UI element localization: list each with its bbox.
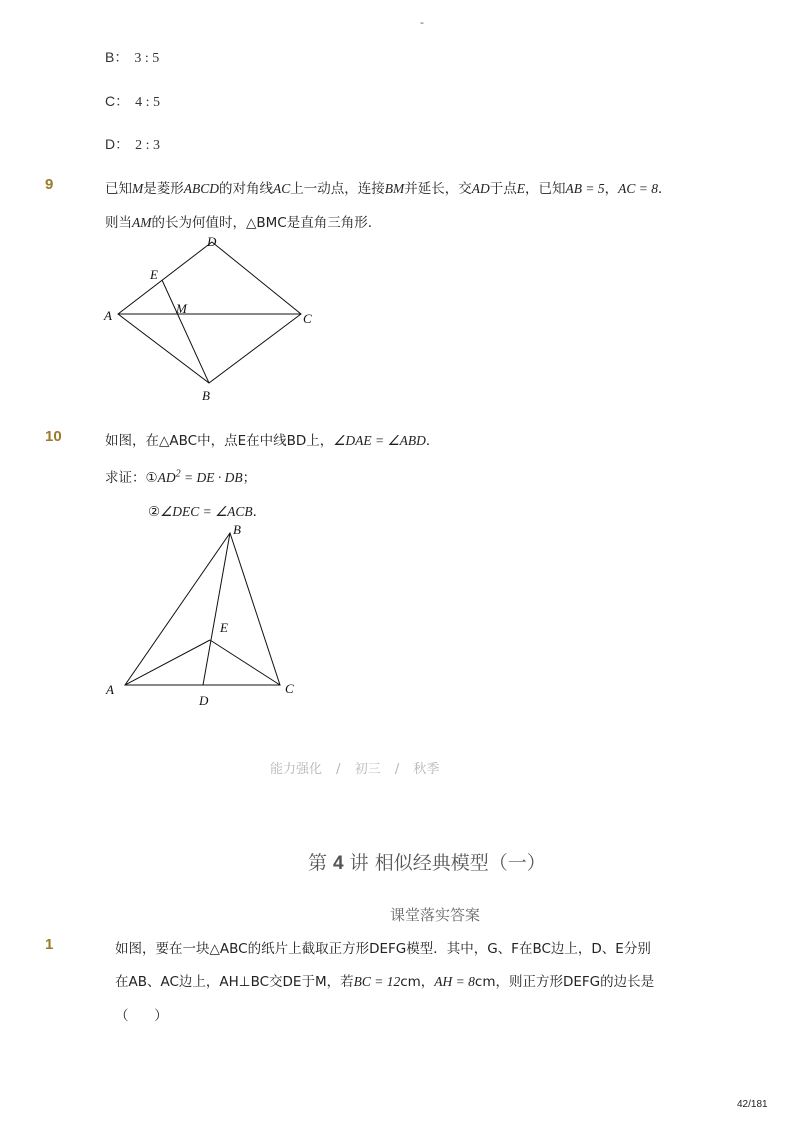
- math: AH = 8: [434, 974, 475, 989]
- point-label-b: B: [202, 388, 210, 403]
- segment-ec: [210, 640, 280, 685]
- option-value: 2 : 3: [135, 138, 161, 153]
- text: ，已知: [525, 181, 566, 197]
- option-value: 4 : 5: [135, 95, 161, 110]
- math: AB = 5: [565, 181, 605, 196]
- point-label-m: M: [176, 301, 187, 316]
- answer-1-line2: [115, 970, 654, 990]
- footer-separator: /: [394, 762, 400, 777]
- text: 的长为何值时，: [151, 215, 246, 231]
- text: △ABC中，点E在中线BD上，: [159, 433, 334, 449]
- math: ∠DEC = ∠ACB: [160, 504, 253, 519]
- lesson-number: 4: [333, 853, 344, 874]
- section-subtitle: 课堂落实答案: [390, 906, 481, 924]
- point-label-a: A: [104, 308, 112, 323]
- answer-1-blank: （ ）: [115, 1008, 168, 1024]
- text: 已知: [105, 181, 132, 197]
- text: 在AB、AC边上，AH⊥BC交DE于M，若: [115, 974, 354, 990]
- page-number: 42/181: [737, 1099, 768, 1110]
- text: 第: [308, 852, 334, 874]
- text: 是菱形: [143, 181, 184, 197]
- question-9-line1: [105, 177, 672, 197]
- segment-be: [162, 280, 209, 383]
- text: 如图，在: [105, 433, 159, 449]
- segment-ae: [125, 640, 210, 685]
- math: BC = 12: [353, 974, 401, 989]
- math: AD: [157, 470, 176, 485]
- option-c: [105, 91, 160, 111]
- question-10-line2: [105, 466, 256, 486]
- question-10-line1: [105, 429, 439, 449]
- option-label: C：: [105, 93, 130, 109]
- text: 的对角线: [219, 181, 273, 197]
- text: ．: [425, 433, 440, 449]
- text: ，: [604, 181, 619, 197]
- text: 并延长，交: [404, 181, 472, 197]
- text: ．: [658, 181, 672, 197]
- math: ∠DAE = ∠ABD: [333, 433, 426, 448]
- question-9-number: 9: [45, 176, 54, 193]
- math: ABCD: [183, 181, 219, 196]
- text: 求证：①: [105, 470, 158, 486]
- math: AM: [132, 215, 152, 230]
- option-d: [105, 134, 160, 154]
- footer-text: 能力强化: [270, 762, 323, 777]
- math: M: [132, 181, 144, 196]
- rhombus-figure: [95, 228, 335, 410]
- point-label-c: C: [285, 681, 294, 696]
- option-b: [105, 47, 159, 67]
- math: BM: [384, 181, 405, 196]
- point-label-c: C: [303, 311, 312, 326]
- math: E: [516, 181, 526, 196]
- text: ②: [148, 504, 161, 520]
- point-label-e: E: [220, 620, 228, 635]
- lesson-title: [308, 848, 546, 875]
- math: = DE · DB: [180, 470, 243, 485]
- text: ；: [242, 470, 257, 486]
- point-label-e: E: [150, 267, 158, 282]
- text: 于点: [489, 181, 517, 197]
- header-mark: -: [420, 16, 424, 29]
- text: cm，则正方形DEFG的边长是: [474, 974, 655, 990]
- option-value: 3 : 5: [134, 51, 160, 66]
- text: ．: [252, 504, 267, 520]
- triangle-figure: [95, 520, 315, 715]
- question-10-line3: [148, 500, 266, 520]
- option-label: D：: [105, 136, 130, 152]
- median-bd: [203, 533, 230, 685]
- page-footer: [270, 758, 439, 777]
- triangle-abc: [125, 533, 280, 685]
- text: 则当: [105, 215, 132, 231]
- answer-1-line1: 如图，要在一块△ABC的纸片上截取正方形DEFG模型．其中，G、F在BC边上，D、E分别: [115, 941, 651, 957]
- point-label-a: A: [106, 682, 114, 697]
- footer-text: 初三: [354, 762, 381, 777]
- text: △BMC是直角三角形.: [246, 215, 373, 231]
- text: 讲 相似经典模型（一）: [343, 852, 546, 874]
- answer-1-number: 1: [45, 936, 54, 953]
- rhombus-outline: [118, 242, 301, 383]
- point-label-b: B: [233, 522, 241, 537]
- point-label-d: D: [207, 234, 217, 249]
- text: 上一动点，连接: [290, 181, 385, 197]
- option-label: B：: [105, 49, 129, 65]
- footer-text: 秋季: [413, 762, 440, 777]
- superscript: 2: [175, 468, 181, 480]
- point-label-d: D: [199, 693, 209, 708]
- footer-separator: /: [336, 762, 341, 777]
- math: AD: [471, 181, 490, 196]
- math: AC = 8: [618, 181, 658, 196]
- math: AC: [273, 181, 291, 196]
- question-10-number: 10: [45, 428, 62, 445]
- text: cm，: [400, 974, 435, 990]
